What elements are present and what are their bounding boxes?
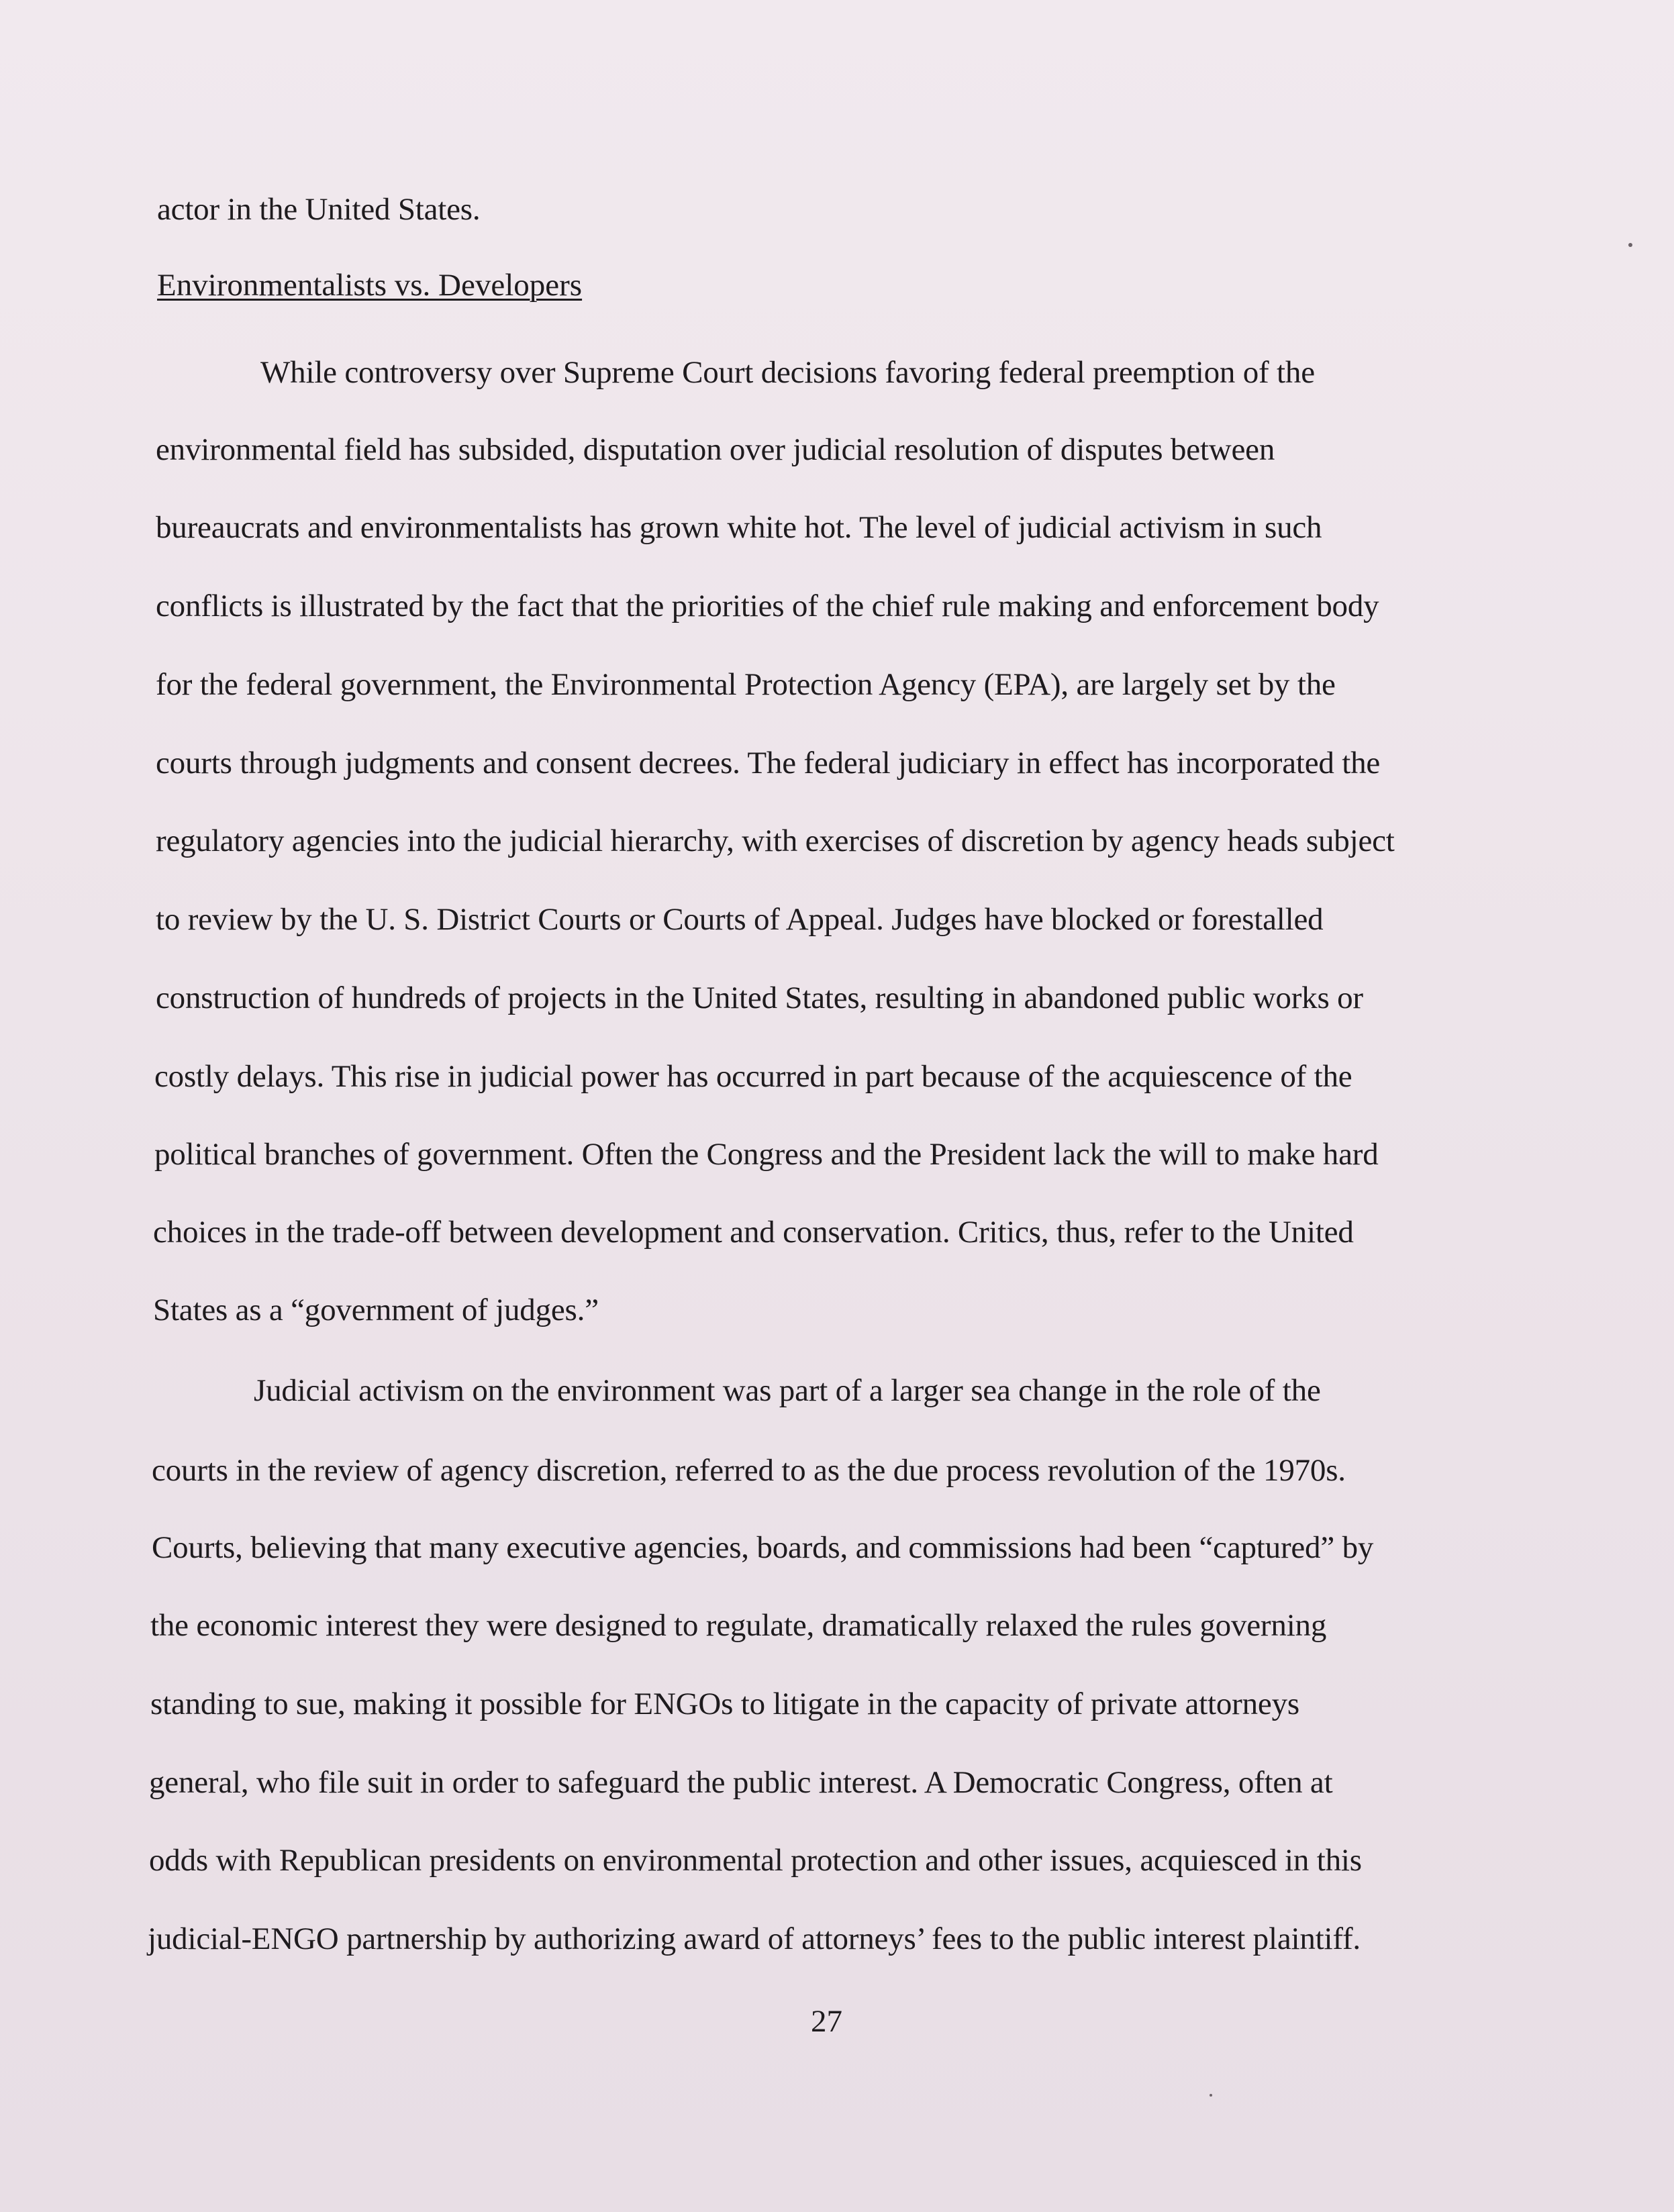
paragraph-line: conflicts is illustrated by the fact that the priorities of the chief rule making and enforcement body — [156, 589, 1379, 623]
paragraph-line: regulatory agencies into the judicial hierarchy, with exercises of discretion by agency heads subject — [156, 823, 1395, 858]
paragraph-line: for the federal government, the Environmental Protection Agency (EPA), are largely set by the — [156, 667, 1336, 702]
paragraph-line: choices in the trade-off between development and conservation. Critics, thus, refer to the United — [153, 1215, 1354, 1250]
paragraph-line: courts through judgments and consent decrees. The federal judiciary in effect has incorporated the — [156, 746, 1381, 781]
paragraph-line: costly delays. This rise in judicial power has occurred in part because of the acquiescence of the — [154, 1059, 1352, 1094]
paragraph-line: construction of hundreds of projects in the United States, resulting in abandoned public works or — [156, 981, 1363, 1015]
paragraph-line: standing to sue, making it possible for ENGOs to litigate in the capacity of private attorneys — [150, 1687, 1299, 1721]
paragraph-line: general, who file suit in order to safeguard the public interest. A Democratic Congress, often at — [149, 1765, 1333, 1800]
opening-line: actor in the United States. — [157, 192, 481, 227]
paragraph-line: bureaucrats and environmentalists has grown white hot. The level of judicial activism in such — [156, 510, 1322, 545]
paragraph-line: odds with Republican presidents on environmental protection and other issues, acquiesced in this — [149, 1843, 1362, 1878]
scan-speck — [1210, 2094, 1212, 2097]
scan-speck — [1628, 243, 1632, 247]
paragraph-line: environmental field has subsided, disputation over judicial resolution of disputes between — [156, 432, 1275, 467]
section-heading: Environmentalists vs. Developers — [157, 268, 583, 303]
page-number: 27 — [811, 2004, 842, 2039]
paragraph-line: courts in the review of agency discretion, referred to as the due process revolution of the 1970s. — [152, 1453, 1346, 1488]
paragraph-line: judicial-ENGO partnership by authorizing award of attorneys’ fees to the public interest plaintiff. — [148, 1921, 1361, 1956]
paragraph-line: States as a “government of judges.” — [153, 1293, 599, 1327]
paragraph-line: the economic interest they were designed to regulate, dramatically relaxed the rules governing — [150, 1608, 1327, 1643]
paragraph-line: Judicial activism on the environment was part of a larger sea change in the role of the — [254, 1373, 1321, 1408]
paragraph-line: political branches of government. Often the Congress and the President lack the will to make hard — [154, 1137, 1379, 1172]
paragraph-line: While controversy over Supreme Court decisions favoring federal preemption of the — [260, 355, 1315, 390]
paragraph-line: to review by the U. S. District Courts or Courts of Appeal. Judges have blocked or forestalled — [156, 902, 1324, 937]
paragraph-line: Courts, believing that many executive agencies, boards, and commissions had been “captured” by — [152, 1530, 1374, 1565]
